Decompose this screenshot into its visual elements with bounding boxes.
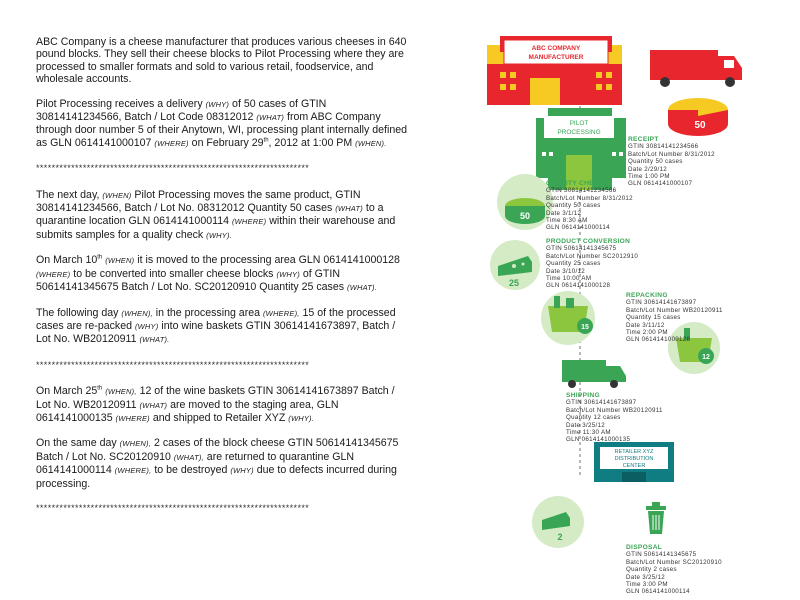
- where-tag: (WHERE): [115, 413, 150, 423]
- disposal-paragraph: On the same day (WHEN), 2 cases of the block cheese GTIN 50614141345675 Batch / Lot No. SC20120910 (WHAT), are returned to quarantine GLN 0614141000114 (WHERE), to be destroyed (WHY) due to defects incurred during processing.: [36, 437, 399, 490]
- where-tag: (WHERE),: [114, 466, 152, 476]
- shipping-truck-icon: [562, 360, 626, 388]
- why-tag: (WHY): [230, 466, 254, 476]
- conversion-count: 25: [508, 278, 520, 288]
- quality-check-event: QUALITY CHECK GTIN 30814141234566 Batch/Lot Number 8/31/2012 Quantity 50 cases Date 3/1/12 Time 8:30 AM GLN 0614141000114: [546, 180, 633, 232]
- receipt-paragraph: Pilot Processing receives a delivery (WHY) of 50 cases of GTIN 30814141234566, Batch / Lot Code 08312012 (WHAT) from ABC Company through door number 5 of their Anytown, WI, processing plant internally defined as GLN 0614141000107 (WHERE) on February 29th, 2012 at 1:00 PM (WHEN).: [36, 97, 407, 149]
- why-tag: (WHY): [205, 99, 230, 109]
- where-tag: (WHERE): [36, 269, 71, 279]
- manufacturer-label-1: ABC COMPANY: [531, 45, 581, 52]
- shipping-count: 12: [702, 354, 710, 361]
- repacking-event: REPACKING GTIN 30614141673897 Batch/Lot Number WB20120911 Quantity 15 cases Date 3/11/12 Time 2:00 PM GLN 0614141000128: [626, 292, 723, 344]
- divider: **********************************************************************: [36, 163, 310, 174]
- disposal-event: DISPOSAL GTIN 50614141345675 Batch/Lot Number SC20120910 Quantity 2 cases Date 3/25/12 Time 3:00 PM GLN 0614141000114: [626, 544, 722, 596]
- disposal-count: 2: [557, 532, 563, 542]
- why-tag: (WHY).: [206, 230, 232, 240]
- retailer-label-2: DISTRIBUTION: [614, 456, 654, 462]
- intro-paragraph: ABC Company is a cheese manufacturer that produces various cheeses in 640 pound blocks. They sell their cheese blocks to Pilot Processing where they are processed to smaller formats and sold to various retail, foodservice, and wholesale accounts.: [36, 36, 407, 86]
- trash-can-icon: [646, 502, 666, 534]
- why-tag: (WHY): [134, 321, 159, 331]
- product-conversion-event: PRODUCT CONVERSION GTIN 50614141345675 Batch/Lot Number SC2012910 Quantity 25 cases Date 3/10/12 Time 10:00 AM GLN 0614141000128: [546, 238, 639, 290]
- shipping-paragraph: On March 25th (WHEN), 12 of the wine baskets GTIN 30614141673897 Batch / Lot No. WB20120911 (WHAT) are moved to the staging area, GLN 0614141000135 (WHERE) and shipped to Retailer XYZ (WHY).: [36, 385, 395, 424]
- repack-basket-icon: [541, 291, 595, 345]
- what-tag: (WHAT).: [139, 335, 170, 345]
- truck-icon: [650, 50, 742, 87]
- when-tag: (WHEN): [102, 190, 132, 200]
- wheel-count: 50: [694, 120, 706, 131]
- manufacturer-factory: [487, 36, 622, 105]
- why-tag: (WHY).: [288, 413, 315, 423]
- divider: **********************************************************************: [36, 359, 310, 370]
- retailer-distribution-center: [594, 442, 674, 482]
- disposal-cheese-icon: [532, 496, 584, 548]
- cheese-wheel-icon: [668, 98, 728, 136]
- when-tag: (WHEN),: [121, 308, 153, 318]
- why-tag: (WHY): [276, 269, 300, 279]
- where-tag: (WHERE): [154, 138, 189, 148]
- where-tag: (WHERE): [231, 217, 267, 227]
- retailer-label-1: RETAILER XYZ: [614, 449, 654, 455]
- quality-count: 50: [519, 211, 531, 221]
- conversion-cheese-icon: [490, 240, 540, 290]
- quality-cheese-icon: [497, 174, 553, 230]
- repack-count: 15: [581, 324, 589, 331]
- divider: **********************************************************************: [36, 502, 310, 513]
- when-tag: (WHEN).: [355, 138, 387, 148]
- what-tag: (WHAT).: [347, 283, 378, 293]
- conversion-paragraph: On March 10th (WHEN) it is moved to the processing area GLN 0614141000128 (WHERE) to be converted into smaller cheese blocks (WHY) of GTIN 50614141345675 Batch / Lot No. SC20120910 Quantity 25 cases (WHAT).: [36, 254, 400, 294]
- what-tag: (WHAT): [256, 113, 285, 123]
- pilot-processing-building: [536, 108, 626, 190]
- retailer-label-3: CENTER: [622, 463, 646, 469]
- what-tag: (WHAT): [139, 400, 168, 410]
- what-tag: (WHAT),: [173, 452, 204, 462]
- manufacturer-label-2: MANUFACTURER: [528, 54, 584, 61]
- repack-paragraph: The following day (WHEN), in the processing area (WHERE), 15 of the processed cases are re-packed (WHY) into wine baskets GTIN 30614141673897, Batch / Lot No. WB20120911 (WHAT).: [36, 306, 396, 346]
- quality-paragraph: The next day, (WHEN) Pilot Processing moves the same product, GTIN 30814141234566, Batch / Lot No. 08312012 Quantity 50 cases (WHAT) to a quarantine location GLN 0614141000114 (WHERE) within their warehouse and submits samples for a quality check (WHY).: [36, 188, 396, 241]
- when-tag: (WHEN): [105, 256, 135, 266]
- what-tag: (WHAT): [335, 204, 363, 214]
- receipt-event: RECEIPT GTIN 30814141234566 Batch/Lot Number 8/31/2012 Quantity 50 cases Date 2/29/12 Time 1:00 PM GLN 0614141000107: [628, 136, 715, 188]
- when-tag: (WHEN),: [105, 387, 137, 397]
- pilot-label-2: PROCESSING: [557, 129, 601, 136]
- shipping-event: SHIPPING GTIN 30614141673897 Batch/Lot Number WB20120911 Quantity 12 cases Date 3/25/12 Time 11:30 AM GLN 0614141000135: [566, 392, 663, 444]
- when-tag: (WHEN),: [119, 439, 152, 449]
- pilot-label-1: PILOT: [569, 120, 589, 127]
- where-tag: (WHERE),: [262, 308, 300, 318]
